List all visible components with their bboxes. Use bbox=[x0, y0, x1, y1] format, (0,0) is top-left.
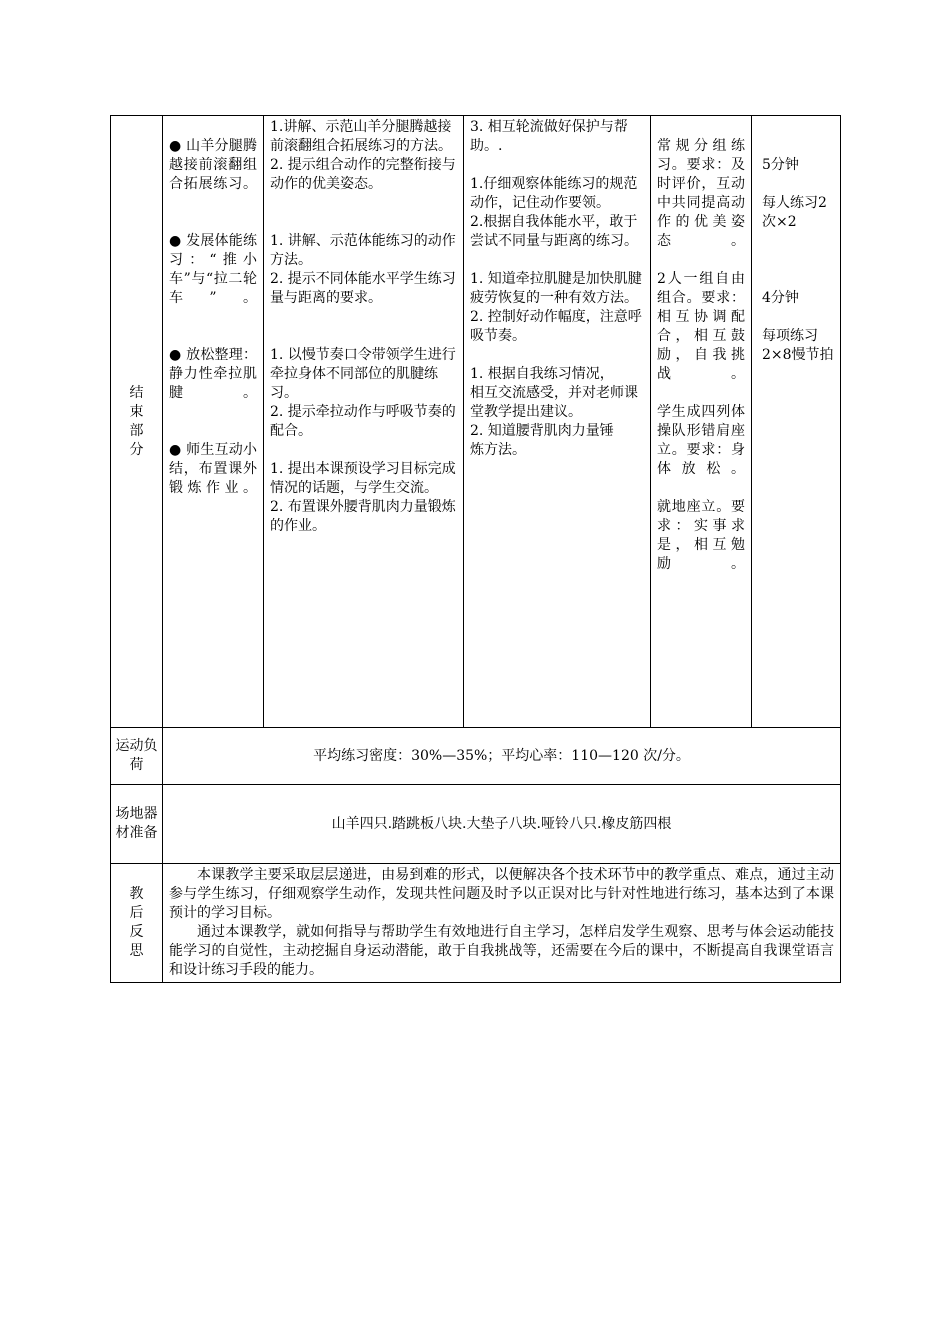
label-char: 分 bbox=[129, 441, 144, 458]
lesson-plan-table bbox=[110, 115, 841, 983]
label-char: 束 bbox=[129, 403, 144, 420]
student-item: 1. 知道牵拉肌腱是加快肌腱疲劳恢复的一种有效方法。 bbox=[470, 271, 642, 306]
organization-item: 2人一组自由组合。要求：相互协调配合，相互鼓励，自我挑战。 bbox=[657, 271, 745, 382]
reflection-paragraph: 通过本课教学，就如何指导与帮助学生有效地进行自主学习，怎样启发学生观察、思考与体会运动能技能学习的自觉性，主动挖掘自身运动潜能，敢于自我挑战等，还需要在今后的课中，不断提高自我课堂语言和设计练习手段的能力。 bbox=[169, 924, 834, 978]
label-char: 结 bbox=[129, 384, 144, 401]
organization-item: 学生成四列体操队形错肩座立。要求：身体放松。 bbox=[657, 404, 745, 477]
label-char: 后 bbox=[129, 905, 144, 921]
organization-item: 常规分组练习。要求：及时评价，互动中共同提高动作的优美姿态。 bbox=[657, 138, 745, 249]
organization-item: 就地座立。要求：实事求是，相互勉励。 bbox=[657, 499, 745, 572]
content-item: ● 放松整理：静力性牵拉肌腱。 bbox=[169, 347, 257, 401]
reflection-text bbox=[163, 864, 841, 983]
label-char: 部 bbox=[129, 422, 144, 439]
teacher-item: 1. 提出本课预设学习目标完成情况的话题，与学生交流。 bbox=[270, 461, 456, 496]
teacher-item: 2. 提示组合动作的完整衔接与动作的优美姿态。 bbox=[270, 157, 456, 192]
student-activity-cell bbox=[464, 116, 651, 728]
time-item: 每项练习2×8慢节拍 bbox=[762, 328, 834, 363]
time-item: 5分钟 bbox=[762, 157, 799, 173]
student-item: 2. 控制好动作幅度，注意呼吸节奏。 bbox=[470, 309, 642, 344]
student-item: 2. 知道腰背肌肉力量锤 bbox=[470, 423, 614, 439]
equipment-row bbox=[111, 785, 841, 864]
student-item: 相互交流感受，并对老师课堂教学提出建议。 bbox=[470, 385, 638, 420]
end-section-row bbox=[111, 116, 841, 728]
time-cell bbox=[752, 116, 841, 728]
student-item: 1. 根据自我练习情况， bbox=[470, 366, 614, 382]
load-label: 运动负荷 bbox=[111, 728, 163, 785]
student-item: 1.仔细观察体能练习的规范动作，记住动作要领。 bbox=[470, 176, 638, 211]
load-text: 平均练习密度：30%—35%；平均心率：110—120 次/分。 bbox=[163, 728, 841, 785]
label-char: 反 bbox=[129, 924, 144, 940]
label-char: 教 bbox=[129, 886, 144, 902]
reflection-paragraph: 本课教学主要采取层层递进，由易到难的形式，以便解决各个技术环节中的教学重点、难点，通过主动参与学生练习，仔细观察学生动作，发现共性问题及时予以正误对比与针对性地进行练习，基本达到了本课预计的学习目标。 bbox=[169, 867, 834, 921]
teacher-item: 1. 以慢节奏口令带领学生进行牵拉身体不同部位的肌腱练习。 bbox=[270, 347, 456, 401]
equipment-text: 山羊四只.踏跳板八块.大垫子八块.哑铃八只.橡皮筋四根 bbox=[163, 785, 841, 864]
teacher-activity-cell bbox=[264, 116, 464, 728]
content-item: ● 发展体能练习：“推小车”与“拉二轮车”。 bbox=[169, 233, 257, 306]
teacher-item: 2. 提示不同体能水平学生练习量与距离的要求。 bbox=[270, 271, 456, 306]
content-item: ● 师生互动小结，布置课外锻炼作业。 bbox=[169, 442, 257, 496]
student-item: 炼方法。 bbox=[470, 442, 526, 458]
teacher-item: 2. 提示牵拉动作与呼吸节奏的配合。 bbox=[270, 404, 456, 439]
student-item: 3. 相互轮流做好保护与帮助。. bbox=[470, 119, 628, 154]
teacher-item: 2. 布置课外腰背肌肉力量锻炼的作业。 bbox=[270, 499, 456, 534]
label-char: 思 bbox=[129, 943, 144, 959]
content-item: ● 山羊分腿腾越接前滚翻组合拓展练习。 bbox=[169, 138, 257, 192]
content-cell bbox=[163, 116, 264, 728]
equipment-label: 场地器材准备 bbox=[111, 785, 163, 864]
student-item: 2.根据自我体能水平，敢于尝试不同量与距离的练习。 bbox=[470, 214, 638, 249]
time-item: 每人练习2次×2 bbox=[762, 195, 827, 230]
time-item: 4分钟 bbox=[762, 290, 799, 306]
reflection-label bbox=[111, 864, 163, 983]
end-section-label bbox=[111, 116, 163, 728]
teacher-item: 1. 讲解、示范体能练习的动作方法。 bbox=[270, 233, 456, 268]
reflection-row bbox=[111, 864, 841, 983]
teacher-item: 1.讲解、示范山羊分腿腾越接前滚翻组合拓展练习的方法。 bbox=[270, 119, 452, 154]
organization-cell bbox=[651, 116, 752, 728]
load-row bbox=[111, 728, 841, 785]
